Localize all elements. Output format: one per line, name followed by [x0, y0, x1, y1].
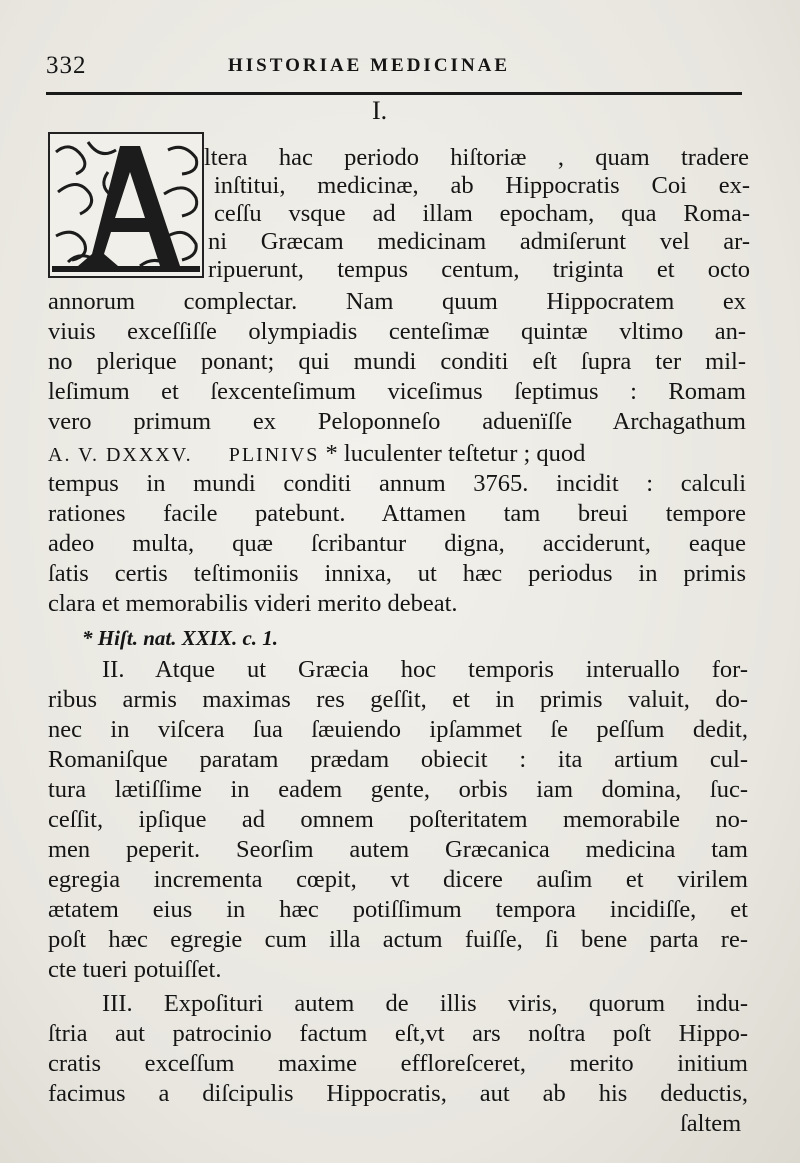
text-line: annorum complectar. Nam quum Hippocratem ex — [48, 288, 746, 315]
text-line: leſimum et ſexcenteſimum viceſimus ſeptimus : Romam — [48, 378, 746, 405]
text-line: rationes facile patebunt. Attamen tam breui tempore — [48, 500, 746, 527]
text-line: viuis exceſſiſſe olympiadis centeſimæ quintæ vltimo an- — [48, 318, 746, 345]
catchword: ſaltem — [680, 1110, 742, 1137]
text-line: inſtitui, medicinæ, ab Hippocratis Coi ex- — [214, 172, 750, 199]
text-line: ribus armis maximas res geſſit, et in primis valuit, do- — [48, 686, 748, 713]
text-line: men peperit. Seorſim autem Græcanica medicina tam — [48, 836, 748, 863]
decorated-initial-a — [48, 132, 204, 278]
text-line: ætatem eius in hæc potiſſimum tempora incidiſſe, et — [48, 896, 748, 923]
header-rule — [46, 92, 742, 95]
text-line: II. Atque ut Græcia hoc temporis interuallo for- — [102, 656, 748, 683]
text-line: ltera hac periodo hiſtoriæ , quam tradere — [204, 144, 749, 171]
text-line: III. Expoſituri autem de illis viris, quorum indu- — [102, 990, 748, 1017]
text-line: ripuerunt, tempus centum, triginta et octo — [208, 256, 750, 283]
page-number: 332 — [46, 52, 87, 79]
text-line: tura lætiſſime in eadem gente, orbis iam domina, ſuc- — [48, 776, 748, 803]
date-reference: A. V. DXXXV. — [48, 444, 193, 466]
text-line: tempus in mundi conditi annum 3765. incidit : calculi — [48, 470, 746, 497]
text-line: poſt hæc egregie cum illa actum fuiſſe, ſi bene parta re- — [48, 926, 748, 953]
text-line: nec in viſcera ſua ſæuiendo ipſammet ſe peſſum dedit, — [48, 716, 748, 743]
text-line: ceſſu vsque ad illam epocham, qua Roma- — [214, 200, 750, 227]
author-reference: PLINIVS — [228, 444, 320, 466]
text-line: cratis exceſſum maxime effloreſceret, merito initium — [48, 1050, 748, 1077]
text-line: adeo multa, quæ ſcribantur digna, acciderunt, eaque — [48, 530, 746, 557]
footnote: * Hiſt. nat. XXIX. c. 1. — [82, 626, 279, 650]
text-line: facimus a diſcipulis Hippocratis, aut ab his deductis, — [48, 1080, 748, 1107]
text-line: ſtria aut patrocinio factum eſt,vt ars noſtra poſt Hippo- — [48, 1020, 748, 1047]
text-line: ni Græcam medicinam admiſerunt vel ar- — [208, 228, 750, 255]
text-line: no plerique ponant; qui mundi conditi eſt ſupra ter mil- — [48, 348, 746, 375]
text-line: vero primum ex Peloponneſo aduenïſſe Archagathum — [48, 408, 746, 435]
running-head: HISTORIAE MEDICINAE — [228, 55, 511, 76]
foliage-ornament-icon — [48, 132, 204, 278]
section-number: I. — [372, 96, 388, 125]
text-line — [48, 440, 746, 468]
page-header — [46, 52, 746, 90]
text-line: cte tueri potuiſſet. — [48, 956, 222, 983]
text-line: ceſſit, ipſique ad omnem poſteritatem memorabile no- — [48, 806, 748, 833]
text-line: clara et memorabilis videri merito debeat. — [48, 590, 458, 617]
text-line: Romaniſque paratam prædam obiecit : ita artium cul- — [48, 746, 748, 773]
text-segment: * luculenter teſtetur ; quod — [319, 440, 586, 467]
text-line: egregia incrementa cœpit, vt dicere auſim et virilem — [48, 866, 748, 893]
text-line: ſatis certis teſtimoniis innixa, ut hæc periodus in primis — [48, 560, 746, 587]
